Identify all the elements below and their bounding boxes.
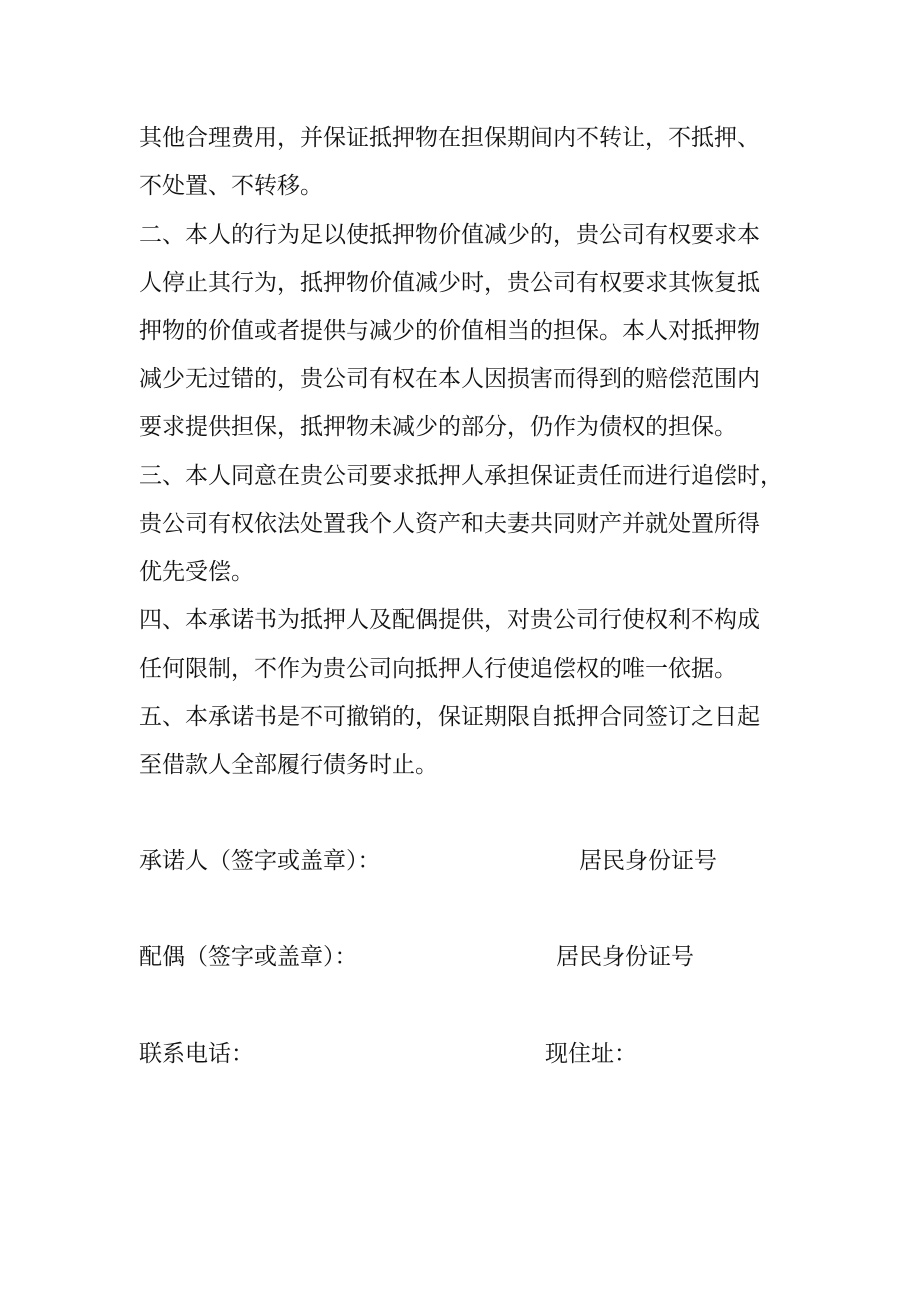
current-address-label: 现住址： [545, 1041, 637, 1067]
body-line: 五、本承诺书是不可撤销的，保证期限自抵押合同签订之日起 [139, 704, 760, 730]
body-line: 优先受偿。 [139, 559, 254, 585]
body-line: 任何限制，不作为贵公司向抵押人行使追偿权的唯一依据。 [139, 656, 737, 682]
contact-phone-label: 联系电话： [139, 1041, 254, 1067]
body-line: 减少无过错的，贵公司有权在本人因损害而得到的赔偿范围内 [139, 366, 760, 392]
body-line: 押物的价值或者提供与减少的价值相当的担保。本人对抵押物 [139, 318, 760, 344]
body-line: 其他合理费用，并保证抵押物在担保期间内不转让，不抵押、 [139, 125, 760, 151]
body-line: 贵公司有权依法处置我个人资产和夫妻共同财产并就处置所得 [139, 511, 760, 537]
body-line: 三、本人同意在贵公司要求抵押人承担保证责任而进行追偿时， [139, 463, 783, 489]
body-line: 四、本承诺书为抵押人及配偶提供，对贵公司行使权利不构成 [139, 607, 760, 633]
body-line: 二、本人的行为足以使抵押物价值减少的，贵公司有权要求本 [139, 222, 760, 248]
promisor-id-number-label: 居民身份证号 [579, 848, 717, 874]
promisor-signature-label: 承诺人（签字或盖章）： [139, 848, 381, 874]
body-line: 不处置、不转移。 [139, 173, 323, 199]
spouse-signature-label: 配偶（签字或盖章）： [139, 944, 358, 970]
body-line: 至借款人全部履行债务时止。 [139, 752, 438, 778]
body-line: 要求提供担保，抵押物未减少的部分，仍作为债权的担保。 [139, 414, 737, 440]
body-line: 人停止其行为，抵押物价值减少时，贵公司有权要求其恢复抵 [139, 270, 760, 296]
spouse-id-number-label: 居民身份证号 [556, 944, 694, 970]
